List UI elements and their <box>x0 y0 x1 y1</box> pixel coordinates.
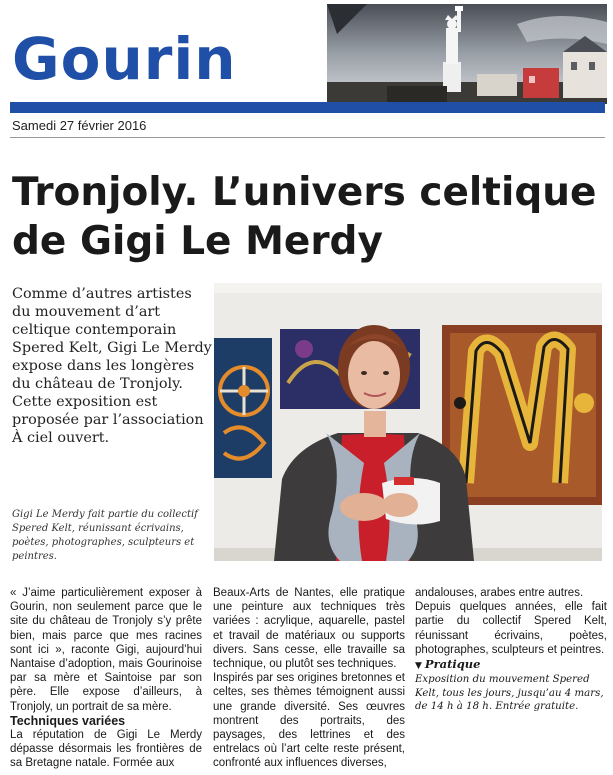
body-paragraph-2-continued: Beaux-Arts de Nantes, elle pratique une peinture aux techniques très variées : acrylique, aquarelle, pastel et travail de matériaux ou supports divers. Sans cesse, elle travaille sa technique, ou plutôt ses techniques. <box>213 587 405 671</box>
date-divider <box>10 137 605 138</box>
statue-of-liberty-image <box>327 4 607 104</box>
artist-with-paintings-image <box>214 283 602 561</box>
article-lead: Comme d’autres artistes du mouvement d’art celtique contemporain Spered Kelt, Gigi Le Merdy expose dans les longères du château de Tronjoly. Cette exposition est proposée par l’association À ciel ouvert. <box>12 286 212 446</box>
body-subhead: Techniques variées <box>10 713 126 728</box>
article-column-2 <box>213 586 405 771</box>
page-header <box>0 0 613 112</box>
body-paragraph-4: Depuis quelques années, elle fait partie du collectif Spered Kelt, réunissant écrivains, poètes, photographes, sculpteurs et peintres. <box>415 601 607 656</box>
article-column-3 <box>415 586 607 714</box>
headline-line-2: de Gigi Le Merdy <box>12 219 383 264</box>
painting-right <box>442 325 602 505</box>
article-column-1 <box>10 586 202 771</box>
pratique-text: Exposition du mouvement Spered Kelt, tous les jours, jusqu’au 4 mars, de 14 h à 18 h. Entrée gratuite. <box>415 674 604 713</box>
article-photo <box>214 283 602 561</box>
painting-left <box>214 338 272 478</box>
headline-line-1: Tronjoly. L’univers celtique <box>12 170 597 215</box>
section-title: Gourin <box>12 25 237 93</box>
body-paragraph-3-lead: Inspirés par ses origines bretonnes et celtes, ses thèmes témoignent aussi une grande diversité. Ses œuvres montrent des portraits, des paysages, des lettrines et des entrelacs où l’art celte reste présent, confronté aux influences diverses, <box>213 672 405 770</box>
pratique-title: Pratique <box>424 657 481 672</box>
article-headline <box>12 168 607 266</box>
body-paragraph-2: La réputation de Gigi Le Merdy dépasse désormais les frontières de sa Bretagne natale. Formée aux <box>10 729 202 770</box>
publication-date: Samedi 27 février 2016 <box>12 118 147 133</box>
photo-caption: Gigi Le Merdy fait partie du collectif Spered Kelt, réunissant écrivains, poètes, photographes, sculpteurs et peintres. <box>12 509 198 562</box>
triangle-down-icon: ▼ <box>415 661 422 672</box>
header-photo-statue <box>327 4 607 104</box>
pratique-heading <box>415 657 607 673</box>
header-rule <box>10 102 605 113</box>
body-paragraph-1: « J’aime particulièrement exposer à Gourin, non seulement parce que le site du château de Tronjoly s’y prête bien, mais parce que mes racines sont ici », raconte Gigi, aujourd’hui Nantaise d’adoption, mais Gourinoise par sa mère et Saintoise par son père. Elle expose d’ailleurs, à Tronjoly, un portrait de sa mère. <box>10 587 202 713</box>
body-paragraph-3: andalouses, arabes entre autres. <box>415 587 584 599</box>
